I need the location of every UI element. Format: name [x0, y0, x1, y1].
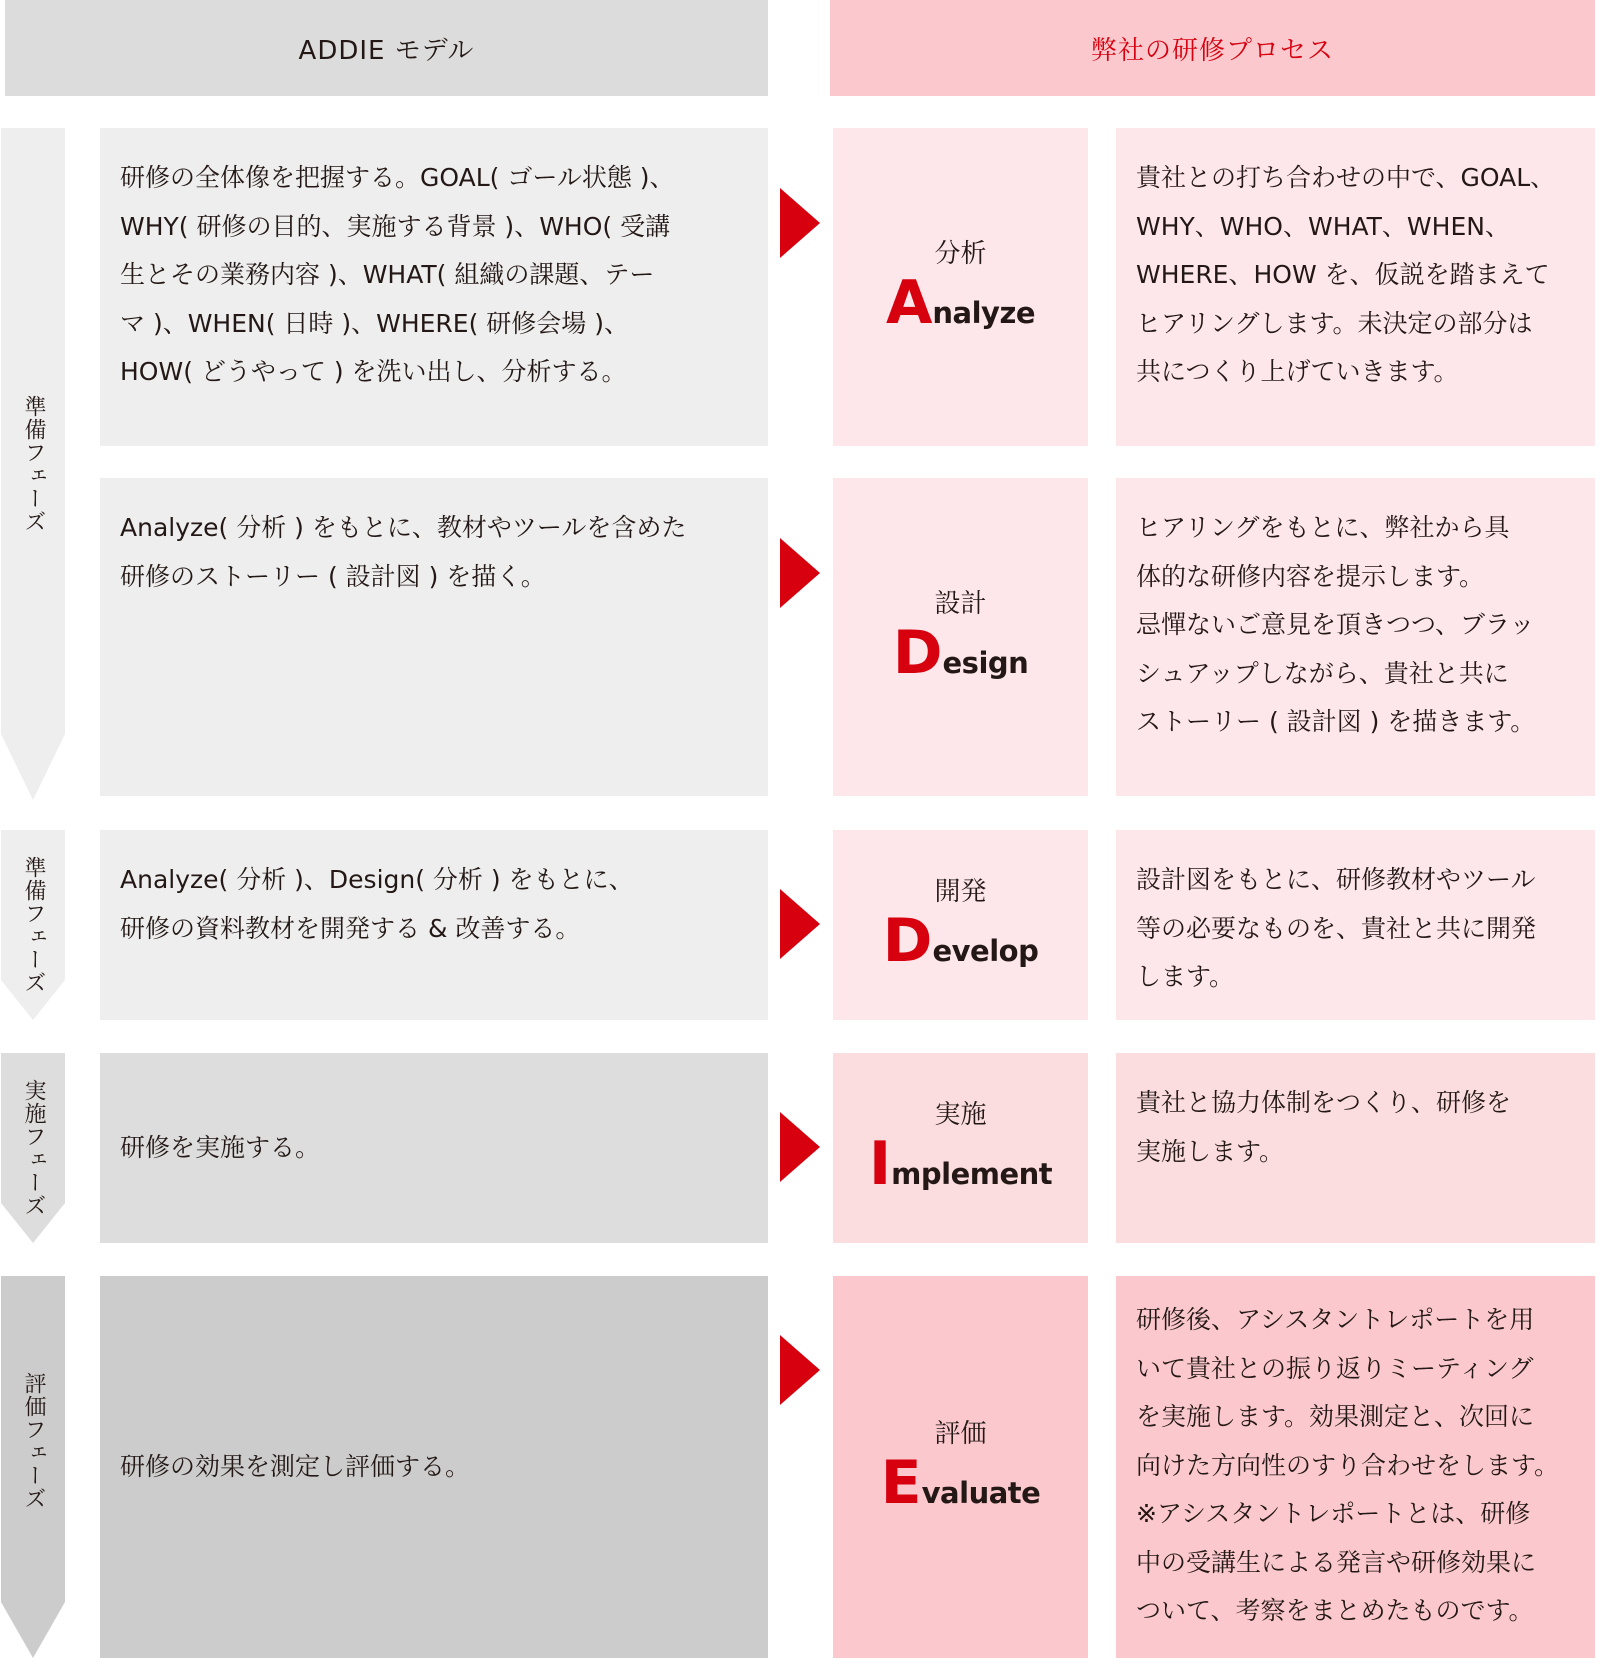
text-line: Analyze( 分析 )、Design( 分析 ) をもとに、 [120, 865, 634, 894]
step-develop [833, 830, 1088, 1020]
step-rest: valuate [921, 1476, 1041, 1510]
text-line: 忌憚ないご意見を頂きつつ、ブラッ [1136, 610, 1535, 639]
step-rest: esign [942, 646, 1029, 680]
text-line: 研修の資料教材を開発する & 改善する。 [120, 913, 581, 943]
text-line: WHY、WHO、WHAT、WHEN、 [1136, 211, 1510, 241]
phase-label: 準備フェーズ [21, 856, 46, 994]
step-initial: I [868, 1129, 892, 1199]
step-analyze [833, 128, 1088, 446]
phase-label: 評価フェーズ [21, 1372, 46, 1510]
arrow-right-icon [780, 1112, 820, 1182]
step-en-label [885, 268, 1036, 338]
text-line: ※アシスタントレポートとは、研修 [1136, 1499, 1531, 1528]
text-line: 貴社と協力体制をつくり、研修を [1136, 1088, 1512, 1117]
step-rest: mplement [891, 1157, 1053, 1191]
step-initial: D [882, 906, 933, 976]
phase-implement [1, 1053, 65, 1243]
step-implement [833, 1053, 1088, 1243]
text-line: 中の受講生による発言や研修効果に [1136, 1547, 1537, 1577]
text-line: ストーリー ( 設計図 ) を描きます。 [1136, 707, 1536, 736]
step-jp-label: 実施 [934, 1100, 987, 1130]
step-jp-label: 開発 [934, 877, 987, 907]
text-line: 実施します。 [1136, 1136, 1285, 1166]
phase-prep-2 [1, 830, 65, 1020]
text-line: WHERE、HOW を、仮説を踏まえて [1136, 260, 1550, 289]
addie-evaluate-box [100, 1276, 768, 1658]
text-line: 設計図をもとに、研修教材やツール [1136, 865, 1536, 894]
addie-model-header [5, 0, 768, 96]
text-line: します。 [1136, 962, 1235, 991]
desc-analyze-box [1116, 128, 1595, 446]
text-line: 研修の効果を測定し評価する。 [120, 1451, 471, 1481]
company-process-header [830, 0, 1595, 96]
text-line: ヒアリングをもとに、弊社から具 [1136, 513, 1510, 542]
arrow-right-icon [780, 1335, 820, 1405]
addie-design-box [100, 478, 768, 796]
text-line: 貴社との打ち合わせの中で、GOAL、 [1136, 163, 1556, 192]
text-line: 体的な研修内容を提示します。 [1136, 561, 1485, 591]
step-en-label [882, 906, 1039, 976]
arrow-right-icon [780, 538, 820, 608]
text-line: 生とその業務内容 )、WHAT( 組織の課題、テー [120, 260, 655, 289]
phase-prep-1 [1, 128, 65, 800]
arrow-right-icon [780, 889, 820, 959]
text-line: いて貴社との振り返りミーティング [1136, 1353, 1534, 1383]
step-initial: A [885, 268, 933, 338]
addie-implement-box [100, 1053, 768, 1243]
text-line: HOW( どうやって ) を洗い出し、分析する。 [120, 357, 627, 386]
step-en-label [880, 1448, 1041, 1518]
text-line: Analyze( 分析 ) をもとに、教材やツールを含めた [120, 513, 687, 542]
desc-design-box [1116, 478, 1595, 796]
text-line: を実施します。効果測定と、次回に [1136, 1402, 1535, 1431]
step-design [833, 478, 1088, 796]
text-line: ヒアリングします。未決定の部分は [1136, 308, 1533, 338]
desc-implement-box [1116, 1053, 1595, 1243]
desc-develop-box [1116, 830, 1595, 1020]
addie-develop-box [100, 830, 768, 1020]
text-line: シュアップしながら、貴社と共に [1136, 658, 1509, 688]
step-evaluate [833, 1276, 1088, 1658]
step-initial: D [892, 618, 943, 688]
text-line: 研修後、アシスタントレポートを用 [1136, 1305, 1535, 1334]
step-jp-label: 設計 [934, 589, 987, 619]
text-line: マ )、WHEN( 日時 )、WHERE( 研修会場 )、 [120, 308, 629, 338]
text-line: 等の必要なものを、貴社と共に開発 [1136, 913, 1537, 943]
step-initial: E [880, 1448, 922, 1518]
step-rest: nalyze [932, 296, 1036, 330]
desc-evaluate-box [1116, 1276, 1595, 1658]
text-line: 向けた方向性のすり合わせをします。 [1136, 1450, 1560, 1480]
step-rest: evelop [932, 934, 1039, 968]
text-line: 研修の全体像を把握する。GOAL( ゴール状態 )、 [120, 163, 675, 192]
step-en-label [892, 618, 1029, 688]
text-line: ついて、考察をまとめたものです。 [1136, 1596, 1534, 1625]
step-jp-label: 評価 [934, 1419, 987, 1449]
addie-model-title: ADDIE モデル [298, 35, 475, 66]
phase-label: 実施フェーズ [21, 1079, 46, 1217]
phase-evaluate [1, 1276, 65, 1658]
step-en-label [868, 1129, 1053, 1199]
text-line: 研修のストーリー ( 設計図 ) を描く。 [120, 561, 546, 591]
addie-analyze-box [100, 128, 768, 446]
step-jp-label: 分析 [934, 239, 987, 269]
arrow-right-icon [780, 188, 820, 258]
company-process-title: 弊社の研修プロセス [1090, 35, 1334, 66]
text-line: WHY( 研修の目的、実施する背景 )、WHO( 受講 [120, 211, 671, 241]
text-line: 研修を実施する。 [120, 1132, 321, 1162]
text-line: 共につくり上げていきます。 [1136, 357, 1459, 386]
phase-label: 準備フェーズ [21, 395, 46, 533]
